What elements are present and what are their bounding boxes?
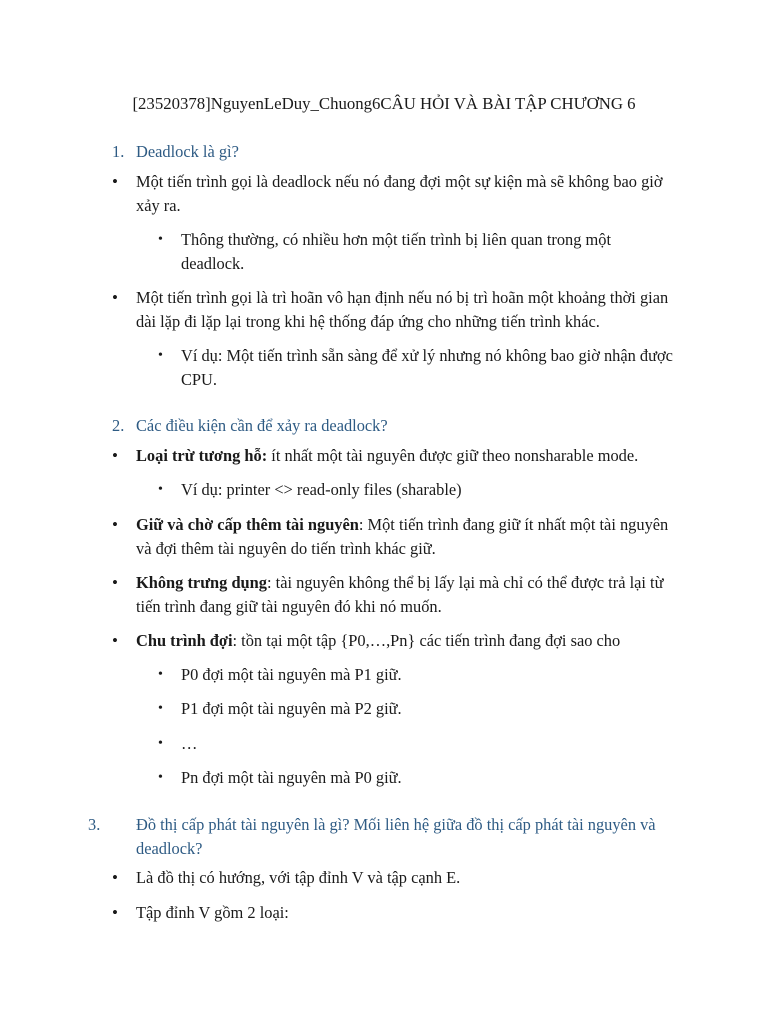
- sub-bullet-text: Ví dụ: printer <> read-only files (sharable): [181, 480, 462, 499]
- condition-text: : tồn tại một tập {P0,…,Pn} các tiến trình đang đợi sao cho: [232, 631, 621, 650]
- question-2-text: Các điều kiện cần để xảy ra deadlock?: [136, 416, 388, 435]
- list-item: [112, 901, 677, 925]
- condition-text: : tài nguyên không thể bị lấy lại mà chỉ có thể được trả lại từ tiến trình đang giữ tài nguyên đó khi nó muốn.: [136, 573, 664, 616]
- list-item: [112, 629, 677, 653]
- sub-bullet-text: Pn đợi một tài nguyên mà P0 giữ.: [181, 768, 402, 787]
- sub-list-item: [158, 732, 678, 756]
- sub-bullet-text: …: [181, 734, 198, 753]
- bullet-icon: •: [112, 573, 118, 592]
- bullet-icon: •: [158, 348, 163, 363]
- condition-term: Không trưng dụng: [136, 573, 267, 592]
- bullet-icon: •: [112, 631, 118, 650]
- list-item: [112, 571, 677, 619]
- sub-bullet-text: Ví dụ: Một tiến trình sẵn sàng để xử lý nhưng nó không bao giờ nhận được CPU.: [181, 346, 673, 389]
- bullet-text: Tập đỉnh V gồm 2 loại:: [136, 903, 289, 922]
- question-1-heading: [112, 140, 692, 164]
- bullet-icon: •: [112, 868, 118, 887]
- question-3-number: 3.: [88, 815, 101, 834]
- sub-list-item: [158, 478, 678, 502]
- bullet-text: Một tiến trình gọi là trì hoãn vô hạn định nếu nó bị trì hoãn một khoảng thời gian dài lặp đi lặp lại trong khi hệ thống đáp ứng cho những tiến trình khác.: [136, 288, 669, 331]
- condition-text: : Một tiến trình đang giữ ít nhất một tài nguyên và đợi thêm tài nguyên do tiến trình khác giữ.: [136, 515, 669, 558]
- bullet-icon: •: [112, 172, 118, 191]
- condition-text: ít nhất một tài nguyên được giữ theo nonsharable mode.: [267, 446, 639, 465]
- bullet-icon: •: [112, 515, 118, 534]
- list-item: [112, 866, 677, 890]
- sub-list-item: [158, 697, 678, 721]
- list-item: [112, 170, 677, 218]
- sub-bullet-text: Thông thường, có nhiều hơn một tiến trình bị liên quan trong một deadlock.: [181, 230, 612, 273]
- list-item: [112, 513, 677, 561]
- bullet-icon: •: [112, 903, 118, 922]
- bullet-icon: •: [158, 482, 163, 497]
- sub-list-item: [158, 228, 678, 276]
- question-2-heading: [112, 414, 692, 438]
- list-item: [112, 286, 677, 334]
- list-item: [112, 444, 677, 468]
- bullet-icon: •: [158, 667, 163, 682]
- bullet-icon: •: [158, 736, 163, 751]
- bullet-icon: •: [158, 232, 163, 247]
- condition-term: Loại trừ tương hỗ:: [136, 446, 268, 465]
- sub-bullet-text: P0 đợi một tài nguyên mà P1 giữ.: [181, 665, 402, 684]
- bullet-icon: •: [112, 446, 118, 465]
- bullet-icon: •: [158, 701, 163, 716]
- question-2-number: 2.: [112, 416, 125, 435]
- bullet-icon: •: [112, 288, 118, 307]
- bullet-icon: •: [158, 770, 163, 785]
- sub-bullet-text: P1 đợi một tài nguyên mà P2 giữ.: [181, 699, 402, 718]
- sub-list-item: [158, 663, 678, 687]
- bullet-text: Một tiến trình gọi là deadlock nếu nó đang đợi một sự kiện mà sẽ không bao giờ xảy ra.: [136, 172, 663, 215]
- condition-term: Chu trình đợi: [136, 631, 233, 650]
- bullet-text: Là đồ thị có hướng, với tập đỉnh V và tập cạnh E.: [136, 868, 461, 887]
- sub-list-item: [158, 344, 678, 392]
- condition-term: Giữ và chờ cấp thêm tài nguyên: [136, 515, 359, 534]
- question-3-text: Đồ thị cấp phát tài nguyên là gì? Mối liên hệ giữa đồ thị cấp phát tài nguyên và deadlock?: [136, 815, 656, 858]
- question-1-number: 1.: [112, 142, 125, 161]
- sub-list-item: [158, 766, 678, 790]
- document-title: [23520378]NguyenLeDuy_Chuong6CÂU HỎI VÀ BÀI TẬP CHƯƠNG 6: [132, 94, 636, 113]
- question-3-heading: [88, 813, 716, 861]
- question-1-text: Deadlock là gì?: [136, 142, 239, 161]
